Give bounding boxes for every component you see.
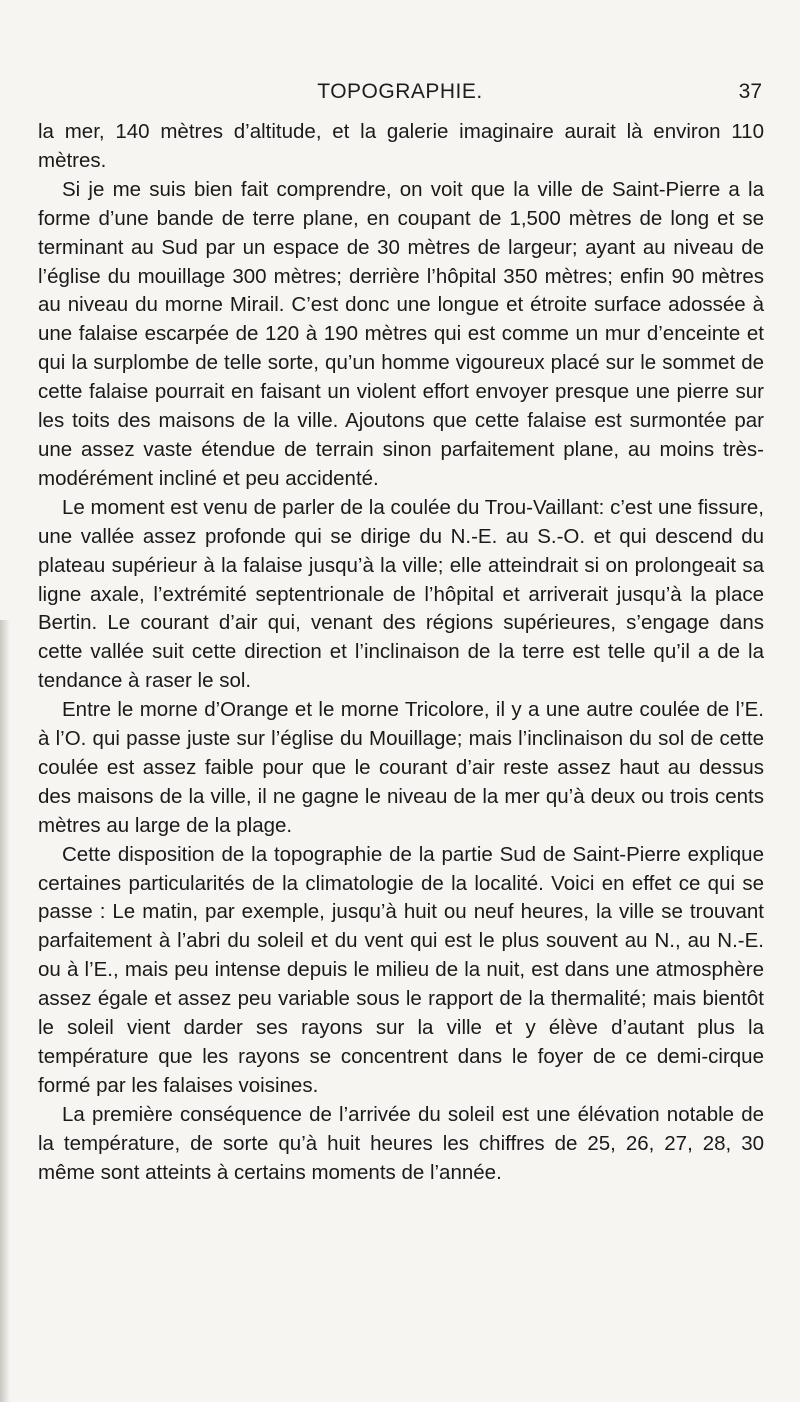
paragraph: Si je me suis bien fait comprendre, on voit que la ville de Saint-Pierre a la forme d’une bande de terre plane, en coupant de 1,500 mètres de long et se terminant au Sud par un espace de 30 mètres de largeur; ayant au niveau de l’église du mouillage 300 mètres; derrière l’hôpital 350 mètres; enfin 90 mètres au niveau du morne Mirail. C’est donc une longue et étroite surface adossée à une falaise escarpée de 120 à 190 mètres qui est comme un mur d’enceinte et qui la surplombe de telle sorte, qu’un homme vigoureux placé sur le sommet de cette falaise pourrait en faisant un violent effort envoyer presque une pierre sur les toits des maisons de la ville. Ajoutons que cette falaise est surmontée par une assez vaste étendue de terrain sinon parfaitement plane, au moins très-modérément incliné et peu accidenté. xyxy=(38,177,764,490)
paragraph: Entre le morne d’Orange et le morne Tricolore, il y a une autre coulée de l’E. à l’O. qui passe juste sur l’église du Mouillage; mais l’inclinaison du sol de cette coulée est assez faible pour que le courant d’air reste assez haut au dessus des maisons de la ville, il ne gagne le niveau de la mer qu’à deux ou trois cents mètres au large de la plage. xyxy=(38,698,764,837)
paragraph-continuation: la mer, 140 mètres d’altitude, et la galerie imaginaire aurait là environ 110 mètres. xyxy=(38,120,764,172)
page-number: 37 xyxy=(738,80,762,103)
page-header xyxy=(38,80,762,110)
page-binding-shadow xyxy=(0,620,10,1402)
paragraph: Cette disposition de la topographie de la partie Sud de Saint-Pierre explique certaines particularités de la climatologie de la localité. Voici en effet ce qui se passe : Le matin, par exemple, jusqu’à huit ou neuf heures, la ville se trouvant parfaitement à l’abri du soleil et du vent qui est le plus souvent au N., au N.-E. ou à l’E., mais peu intense depuis le milieu de la nuit, est dans une atmosphère assez égale et assez peu variable sous le rapport de la thermalité; mais bientôt le soleil vient darder ses rayons sur la ville et y élève d’autant plus la température que les rayons se concentrent dans le foyer de ce demi-cirque formé par les falaises voisines. xyxy=(38,842,764,1097)
paragraph: Le moment est venu de parler de la coulée du Trou-Vaillant: c’est une fissure, une vallée assez profonde qui se dirige du N.-E. au S.-O. et qui descend du plateau supérieur à la falaise jusqu’à la ville; elle atteindrait si on prolongeait sa ligne axale, l’extrémité septentrionale de l’hôpital et arriverait jusqu’à la place Bertin. Le courant d’air qui, venant des régions supérieures, s’engage dans cette vallée suit cette direction et l’inclinaison de la terre est telle qu’il a de la tendance à raser le sol. xyxy=(38,495,764,693)
body-text xyxy=(38,118,764,1188)
running-title: TOPOGRAPHIE. xyxy=(317,80,483,103)
paragraph: La première conséquence de l’arrivée du soleil est une élévation notable de la température, de sorte qu’à huit heures les chiffres de 25, 26, 27, 28, 30 même sont atteints à certains moments de l’année. xyxy=(38,1102,764,1184)
